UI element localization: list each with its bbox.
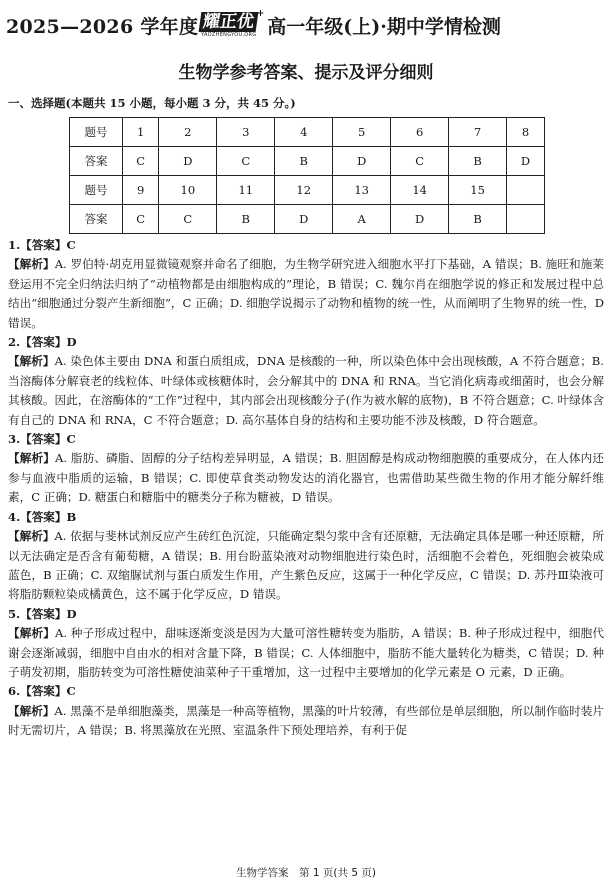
row-label: 答案: [70, 205, 123, 234]
analysis-text: A. 脂肪、磷脂、固醇的分子结构差异明显，A 错误；B. 胆固醇是构成动物细胞膜的重要成分，在人体内还参与血液中脂质的运输，B 错误；C. 即使草食类动物发达的消化器官，也需借助某些微生物的作用才能分解纤维素，C 正确；D. 糖蛋白和糖脂中的糖类分子称为糖被，D 错误。: [8, 451, 604, 505]
answer-line: [8, 430, 604, 449]
analysis-label: 【解析】: [8, 626, 55, 641]
table-cell: C: [123, 147, 159, 176]
row-label: 题号: [70, 118, 123, 147]
analysis-label: 【解析】: [8, 529, 55, 544]
table-cell: 6: [391, 118, 449, 147]
table-cell: D: [159, 147, 217, 176]
table-cell: B: [449, 147, 507, 176]
analysis-text: A. 黑藻不是单细胞藻类，黑藻是一种高等植物，黑藻的叶片较薄，有些部位是单层细胞，所以制作临时装片时无需切片，A 错误；B. 将黑藻放在光照、室温条件下预处理培养，有利于促: [8, 703, 604, 738]
table-cell: B: [449, 205, 507, 234]
answer-line: [8, 236, 604, 255]
question-number: 3.: [8, 432, 21, 447]
table-cell: 4: [275, 118, 333, 147]
exam-year: 2025—2026 学年度: [6, 15, 199, 38]
table-cell: 9: [123, 176, 159, 205]
question-number: 6.: [8, 684, 21, 699]
table-cell: [507, 176, 545, 205]
answer-label: 【答案】C: [20, 684, 76, 699]
table-cell: D: [275, 205, 333, 234]
question-number: 4.: [8, 509, 21, 524]
table-cell: 5: [333, 118, 391, 147]
table-row: [70, 147, 545, 176]
analysis-paragraph: [8, 255, 604, 333]
answer-table: [69, 117, 545, 234]
table-cell: 14: [391, 176, 449, 205]
section-heading: 一、选择题(本题共 15 小题，每小题 3 分，共 45 分。): [8, 96, 296, 110]
table-cell: B: [275, 147, 333, 176]
table-row: [70, 118, 545, 147]
table-cell: C: [123, 205, 159, 234]
analysis-label: 【解析】: [8, 354, 55, 369]
answer-line: [8, 333, 604, 352]
answer-label: 【答案】D: [20, 335, 77, 350]
analysis-text: A. 种子形成过程中，甜味逐渐变淡是因为大量可溶性糖转变为脂肪，A 错误；B. 种子形成过程中，细胞代谢会逐渐减弱，细胞中自由水的相对含量下降，B 错误；C. 人体细胞中，脂肪不能大量转化为糖类，C 错误；D. 种子萌发初期，脂肪转变为可溶性糖使油菜种子干重增加，这一过程中主要增加的化学元素是 O 元素，D 正确。: [8, 626, 604, 679]
table-cell: B: [217, 205, 275, 234]
analysis-paragraph: [8, 449, 604, 507]
analysis-label: 【解析】: [8, 451, 55, 466]
table-cell: 8: [507, 118, 545, 147]
row-label: 题号: [70, 176, 123, 205]
analysis-text: A. 染色体主要由 DNA 和蛋白质组成，DNA 是核酸的一种，所以染色体中会出现核酸，A 不符合题意；B. 当溶酶体分解衰老的线粒体、叶绿体或核糖体时，会分解其中的 DNA 和 RNA。当它消化病毒或细菌时，也会分解其核酸。因此，在溶酶体的“工作”过程中，其内部会出现核酸分子(作为被水解的底物)，B 不符合题意；C. 叶绿体含有自己的 DNA 和 RNA，C 不符合题意；D. 高尔基体自身的结构和主要功能不涉及核酸，D 符合题意。: [8, 354, 604, 427]
table-cell: D: [507, 147, 545, 176]
table-cell: 1: [123, 118, 159, 147]
logo-plus: +: [256, 8, 265, 19]
table-cell: 11: [217, 176, 275, 205]
page-footer: 生物学答案 第 1 页(共 5 页): [236, 867, 376, 879]
table-row: [70, 176, 545, 205]
analysis-paragraph: [8, 702, 604, 741]
answer-explanations: [8, 236, 604, 741]
table-cell: [507, 205, 545, 234]
answer-label: 【答案】C: [20, 238, 76, 252]
answer-line: [8, 605, 604, 624]
logo-subtext: YAOZHENGYOU.ORG: [201, 31, 257, 38]
answer-label: 【答案】D: [20, 606, 77, 621]
table-cell: 13: [333, 176, 391, 205]
table-cell: 15: [449, 176, 507, 205]
page-header: [6, 8, 606, 42]
analysis-label: 【解析】: [8, 703, 55, 718]
table-row: [70, 205, 545, 234]
logo-text: 耀正优: [199, 12, 259, 32]
analysis-label: 【解析】: [8, 257, 55, 272]
question-number: 5.: [8, 606, 21, 621]
table-cell: C: [159, 205, 217, 234]
table-cell: 3: [217, 118, 275, 147]
table-cell: D: [333, 147, 391, 176]
table-cell: 2: [159, 118, 217, 147]
answer-line: [8, 682, 604, 701]
document-subtitle: 生物学参考答案、提示及评分细则: [178, 63, 434, 83]
analysis-paragraph: [8, 624, 604, 682]
analysis-paragraph: [8, 527, 604, 605]
analysis-text: A. 依据与斐林试剂反应产生砖红色沉淀，只能确定梨匀浆中含有还原糖，无法确定具体是哪一种还原糖，所以无法确定是否含有葡萄糖，A 错误；B. 用台盼蓝染液对动物细胞进行染色时，活细胞不会着色，死细胞会被染成蓝色，B 正确；C. 双缩脲试剂与蛋白质发生作用，产生紫色反应，这属于一种化学反应，C 错误；D. 苏丹Ⅲ染液可将脂肪颗粒染成橘黄色，这不属于化学反应，D 错误。: [8, 529, 604, 602]
question-number: 1.: [8, 238, 21, 252]
table-cell: A: [333, 205, 391, 234]
answer-line: [8, 508, 604, 527]
row-label: 答案: [70, 147, 123, 176]
analysis-text: A. 罗伯特·胡克用显微镜观察并命名了细胞，为生物学研究进入细胞水平打下基础，A 错误；B. 施旺和施莱登运用不完全归纳法归纳了“动植物都是由细胞构成的”理论，B 错误；C. 魏尔肖在细胞学说的修正和发展过程中总结出“细胞通过分裂产生新细胞”，C 正确；D. 细胞学说揭示了动物和植物的统一性，从而阐明了生物界的统一性，D 错误。: [8, 257, 604, 330]
table-cell: D: [391, 205, 449, 234]
table-cell: 7: [449, 118, 507, 147]
table-cell: 10: [159, 176, 217, 205]
brand-logo: [200, 8, 265, 39]
question-number: 2.: [8, 335, 21, 350]
exam-title: 高一年级(上)·期中学情检测: [267, 15, 501, 38]
answer-label: 【答案】B: [20, 509, 77, 524]
table-cell: 12: [275, 176, 333, 205]
table-cell: C: [391, 147, 449, 176]
analysis-paragraph: [8, 352, 604, 430]
answer-label: 【答案】C: [20, 432, 76, 447]
table-cell: C: [217, 147, 275, 176]
